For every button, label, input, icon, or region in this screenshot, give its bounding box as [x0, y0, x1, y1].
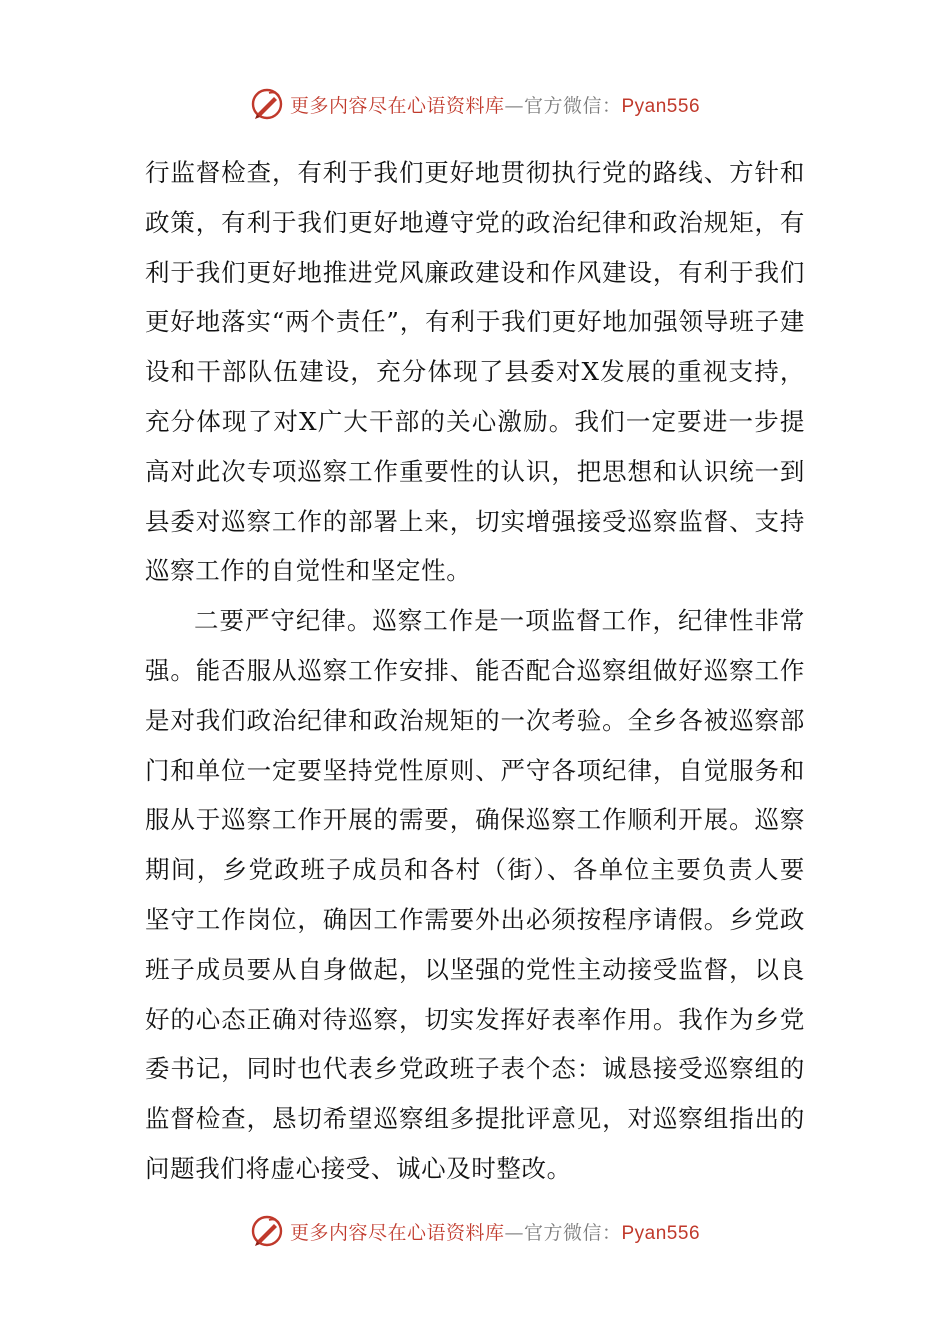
header-dash: —: [504, 94, 524, 117]
paragraph-2: 二要严守纪律。巡察工作是一项监督工作，纪律性非常强。能否服从巡察工作安排、能否配合巡察组做好巡察工作是对我们政治纪律和政治规矩的一次考验。全乡各被巡察部门和单位一定要坚持党性原则、严守各项纪律，自觉服务和服从于巡察工作开展的需要，确保巡察工作顺利开展。巡察期间，乡党政班子成员和各村（街）、各单位主要负责人要坚守工作岗位，确因工作需要外出必须按程序请假。乡党政班子成员要从自身做起，以坚强的党性主动接受监督，以良好的心态正确对待巡察，切实发挥好表率作用。我作为乡党委书记，同时也代表乡党政班子表个态：诚恳接受巡察组的监督检查，恳切希望巡察组多提批评意见，对巡察组指出的问题我们将虚心接受、诚心及时整改。: [145, 606, 805, 1183]
footer-banner-text: [290, 1218, 700, 1245]
header-brand-text: 更多内容尽在心语资料库: [289, 94, 505, 117]
header-wechat-id: Pyan556: [621, 95, 701, 117]
header-banner: [0, 82, 950, 126]
header-official-label: 官方微信：: [523, 94, 622, 117]
footer-official-label: 官方微信：: [523, 1221, 622, 1244]
document-body: [145, 148, 805, 1194]
footer-brand-text: 更多内容尽在心语资料库: [289, 1221, 505, 1244]
header-banner-text: [290, 91, 700, 118]
pen-logo-icon: [250, 87, 284, 121]
footer-wechat-id: Pyan556: [621, 1222, 701, 1244]
footer-dash: —: [504, 1221, 524, 1244]
footer-banner: [0, 1209, 950, 1253]
pen-logo-icon: [250, 1214, 284, 1248]
paragraph-1: 行监督检查，有利于我们更好地贯彻执行党的路线、方针和政策，有利于我们更好地遵守党的政治纪律和政治规矩，有利于我们更好地推进党风廉政建设和作风建设，有利于我们更好地落实“两个责任”，有利于我们更好地加强领导班子建设和干部队伍建设，充分体现了县委对X发展的重视支持，充分体现了对X广大干部的关心激励。我们一定要进一步提高对此次专项巡察工作重要性的认识，把思想和认识统一到县委对巡察工作的部署上来，切实增强接受巡察监督、支持巡察工作的自觉性和坚定性。: [145, 158, 805, 586]
